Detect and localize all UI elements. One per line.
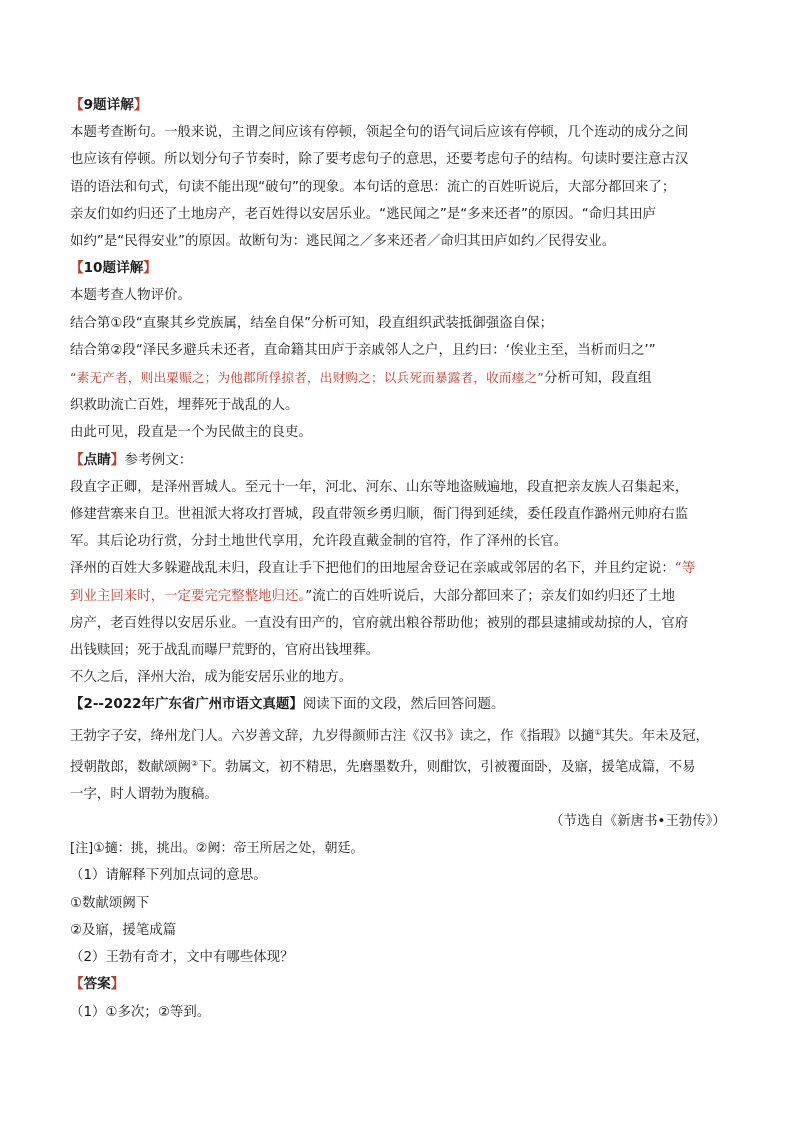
q9-line: 语的语法和句式，句读不能出现“破句”的现象。本句话的意思：流亡的百姓听说后，大部分都回来了； <box>70 179 676 195</box>
question-2-header: 【2--2022年广东省广州市语文真题】阅读下面的文段，然后回答问题。 <box>70 697 505 713</box>
answer-heading: 【答案】 <box>70 976 125 993</box>
q10-line: 结合第①段“直聚其乡党族属，结垒自保”分析可知，段直组织武装抵御强盗自保； <box>70 315 554 331</box>
translation-line: 房产，老百姓得以安居乐业。一直没有田产的，官府就出粮谷帮助他；被别的郡县逮捕或劫掠的人，官府 <box>70 615 689 631</box>
answer-line: （1）①多次；②等到。 <box>70 1004 211 1020</box>
q10-line: 结合第②段“泽民多避兵未还者，直命籍其田庐于亲戚邻人之户，且约曰：‘俟业主至，当析而归之’” <box>70 342 656 358</box>
translation-line: 出钱赎回；死于战乱而曝尸荒野的，官府出钱埋葬。 <box>70 643 380 659</box>
sub-question-2: （2）王勃有奇才，文中有哪些体现？ <box>70 950 294 966</box>
source-attribution: （节选自《新唐书•王勃传》） <box>550 814 726 830</box>
q10-heading: 【10题详解】 <box>70 260 157 277</box>
q10-line: 织救助流亡百姓，埋葬死于战乱的人。 <box>70 398 299 414</box>
translation-line: 修建营寨来自卫。世祖派大将攻打晋城，段直带领乡勇归顺，衙门得到延续，委任段直作潞州元帅府右监 <box>70 507 689 523</box>
q9-line: 亲友们如约归还了土地房产，老百姓得以安居乐业。“逃民闻之”是“多来还者”的原因。“命归其田庐 <box>70 206 656 222</box>
translation-line: 泽州的百姓大多躲避战乱未归，段直让手下把他们的田地屋舍登记在亲戚或邻居的名下，并且约定说：“等 <box>70 561 696 577</box>
footnote-mark: ① <box>594 727 602 737</box>
sub-question-item: ①数献颂阙下 <box>70 895 150 911</box>
q10-line: 由此可见，段直是一个为民做主的良吏。 <box>70 425 312 441</box>
translation-line: 段直字正卿，是泽州晋城人。至元十一年，河北、河东、山东等地盗贼遍地，段直把亲友族人召集起来， <box>70 479 689 495</box>
dianjing-heading: 【点睛】参考例文： <box>70 451 193 468</box>
q10-line: “素无产者，则出粟赈之；为他郡所俘掠者，出财购之；以兵死而暴露者，收而瘗之”分析可知，段直组 <box>70 370 652 387</box>
footnote-mark: ② <box>190 758 199 768</box>
translation-line: 军。其后论功行赏，分封土地世代享用，允许段直戴金制的官符，作了泽州的长官。 <box>70 534 568 550</box>
sub-question-1: （1）请解释下列加点词的意思。 <box>70 868 267 884</box>
q10-line: 本题考查人物评价。 <box>70 288 191 304</box>
translation-line: 不久之后，泽州大治，成为能安居乐业的地方。 <box>70 670 353 686</box>
translation-line: 到业主回来时，一定要完完整整地归还。”流亡的百姓听说后，大部分都回来了；亲友们如约归还了土地 <box>70 588 676 604</box>
passage-line: 王勃字子安，绛州龙门人。六岁善文辞，九岁得颜师古注《汉书》读之，作《指瑕》以擿①其失。年未及冠， <box>70 727 709 744</box>
q9-line: 也应该有停顿。所以划分句子节奏时，除了要考虑句子的意思，还要考虑句子的结构。句读时要注意古汉 <box>70 152 689 168</box>
passage-line: 一字，时人谓勃为腹稿。 <box>70 787 218 803</box>
q9-line: 本题考查断句。一般来说，主谓之间应该有停顿，领起全句的语气词后应该有停顿，几个连动的成分之间 <box>70 125 689 141</box>
sub-question-item: ②及寤，援笔成篇 <box>70 922 177 938</box>
q9-heading: 【9题详解】 <box>70 97 148 113</box>
footnote: [注]①擿：挑，挑出。②阙：帝王所居之处，朝廷。 <box>70 841 364 857</box>
q10-red-quote: “素无产者，则出粟赈之；为他郡所俘掠者，出财购之；以兵死而暴露者，收而瘗之” <box>70 370 545 386</box>
q9-line: 如约”是“民得安业”的原因。故断句为：逃民闻之／多来还者／命归其田庐如约／民得安业。 <box>70 234 616 250</box>
passage-line: 授朝散郎，数献颂阙②下。勃属文，初不精思，先磨墨数升，则酣饮，引被覆面卧，及寤，援笔成篇，不易 <box>70 758 696 775</box>
